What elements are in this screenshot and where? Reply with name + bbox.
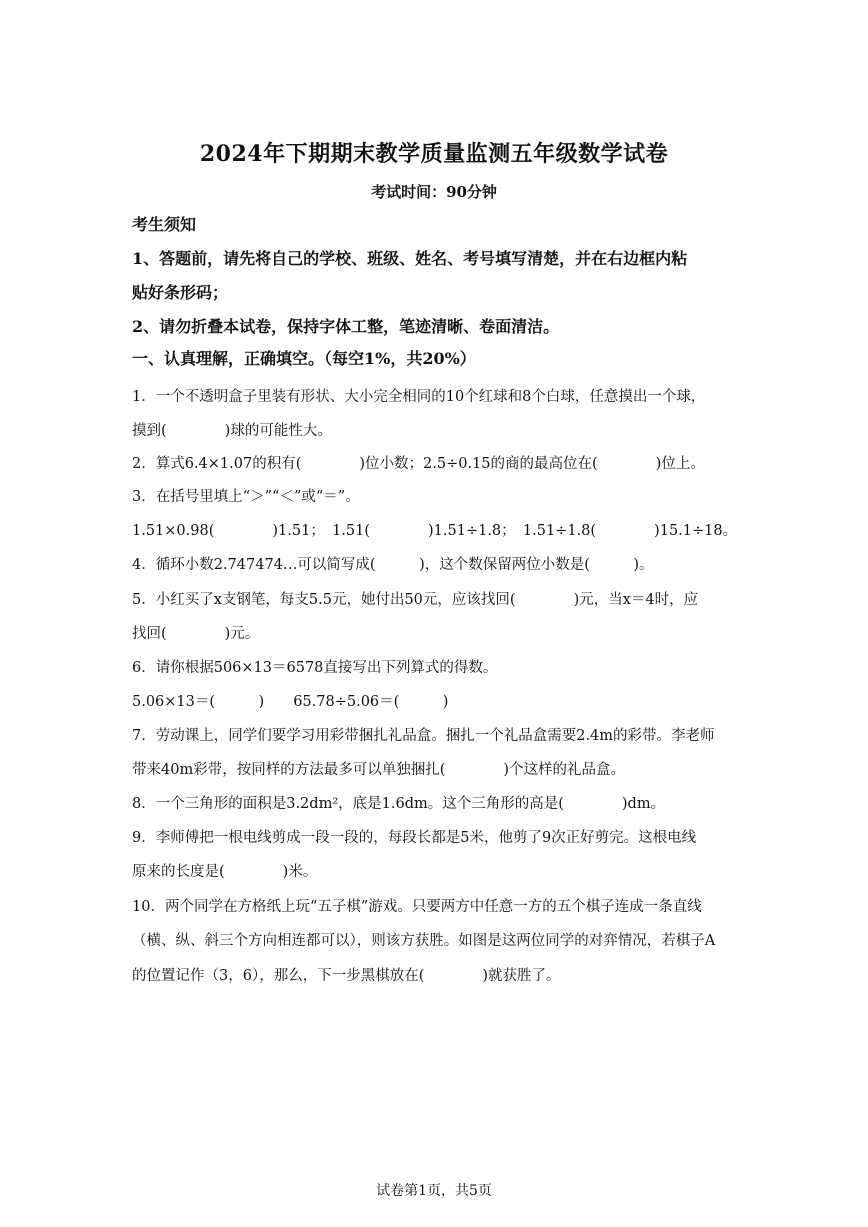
section-1-heading: 一、认真理解，正确填空。（每空1%，共20%） — [132, 349, 476, 368]
question-line: 摸到( )球的可能性大。 — [132, 423, 332, 439]
question-line: 原来的长度是( )米。 — [132, 864, 318, 880]
question-line: （横、纵、斜三个方向相连都可以），则该方获胜。如图是这两位同学的对弈情况，若棋子A — [132, 933, 716, 949]
notice-item-1-line-1: 1、答题前，请先将自己的学校、班级、姓名、考号填写清楚，并在右边框内粘 — [132, 249, 688, 268]
question-line: 7．劳动课上，同学们要学习用彩带捆扎礼品盒。捆扎一个礼品盒需要2.4m的彩带。李老师 — [132, 728, 715, 744]
question-line: 带来40m彩带，按同样的方法最多可以单独捆扎( )个这样的礼品盒。 — [132, 762, 626, 778]
notice-heading: 考生须知 — [132, 215, 197, 234]
question-line: 10．两个同学在方格纸上玩“五子棋”游戏。只要两方中任意一方的五个棋子连成一条直线 — [132, 899, 702, 915]
question-line: 4．循环小数2.747474…可以简写成( )，这个数保留两位小数是( )。 — [132, 557, 654, 573]
question-line: 6．请你根据506×13＝6578直接写出下列算式的得数。 — [132, 660, 498, 676]
question-line: 3．在括号里填上“＞”“＜”或“＝”。 — [132, 489, 360, 505]
exam-duration: 考试时间：90分钟 — [371, 183, 497, 201]
question-line: 2．算式6.4×1.07的积有( )位小数；2.5÷0.15的商的最高位在( )位上。 — [132, 456, 705, 472]
question-line: 1.51×0.98( )1.51； 1.51( )1.51÷1.8； 1.51÷1.8( )15.1÷18。 — [132, 523, 738, 539]
question-line: 8．一个三角形的面积是3.2dm²，底是1.6dm。这个三角形的高是( )dm。 — [132, 796, 666, 812]
question-line: 5.06×13＝( ) 65.78÷5.06＝( ) — [132, 694, 449, 710]
question-line: 1．一个不透明盒子里装有形状、大小完全相同的10个红球和8个白球，任意摸出一个球， — [132, 389, 706, 405]
page-title: 2024年下期期末教学质量监测五年级数学试卷 — [199, 141, 669, 167]
page-footer: 试卷第1页，共5页 — [376, 1183, 492, 1199]
question-line: 5．小红买了x支钢笔，每支5.5元，她付出50元，应该找回( )元，当x＝4时，应 — [132, 592, 699, 608]
question-line: 的位置记作（3，6），那么，下一步黑棋放在( )就获胜了。 — [132, 968, 561, 984]
notice-item-1-line-2: 贴好条形码； — [132, 283, 229, 302]
question-line: 找回( )元。 — [132, 626, 260, 642]
question-line: 9．李师傅把一根电线剪成一段一段的，每段长都是5米，他剪了9次正好剪完。这根电线 — [132, 830, 697, 846]
notice-item-2: 2、请勿折叠本试卷，保持字体工整，笔迹清晰、卷面清洁。 — [132, 317, 560, 336]
